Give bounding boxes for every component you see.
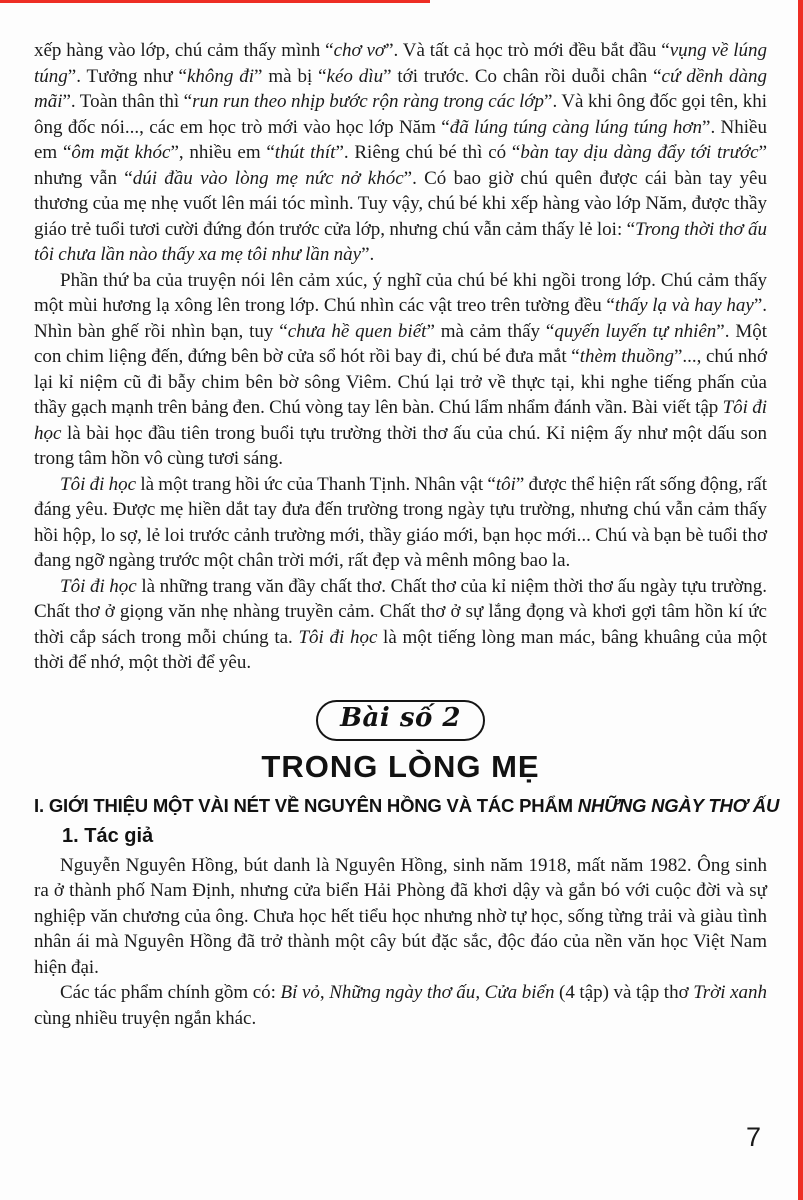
lesson-badge-label: Bài số 2	[340, 702, 461, 733]
section-heading-italic: NHỮNG NGÀY THƠ ẤU	[577, 794, 780, 816]
subsection-heading: 1. Tác giả	[62, 824, 154, 847]
page-edge-rule-right	[798, 0, 803, 1200]
author-paragraph-1: Nguyễn Nguyên Hồng, bút danh là Nguyên Hồng, sinh năm 1918, mất năm 1982. Ông sinh ra ở thành phố Nam Định, nhưng cửa biển Hải Phòng đã khơi dậy và gắn bó với cuộc đời và sự nghiệp văn chương của ông. Chưa học hết tiểu học nhưng nhờ tự học, sống từng trải và giàu tình nhân ái mà Nguyên Hồng đã trở thành một cây bút đặc sắc, độc đáo của nền văn học Việt Nam hiện đại.	[34, 854, 767, 978]
essay-paragraph-1: xếp hàng vào lớp, chú cảm thấy mình “chơ vơ”. Và tất cả học trò mới đều bắt đầu “vụng về lúng túng”. Tưởng như “không đi” mà bị “kéo dìu” tới trước. Co chân rồi duỗi chân “cứ dềnh dàng mãi”. Toàn thân thì “run run theo nhịp bước rộn ràng trong các lớp”. Và khi ông đốc gọi tên, khi ông đốc nói..., các em học trò mới vào học lớp Năm “đã lúng túng càng lúng túng hơn”. Nhiều em “ôm mặt khóc”, nhiều em “thút thít”. Riêng chú bé thì có “bàn tay dịu dàng đẩy tới trước” nhưng vẫn “dúi đầu vào lòng mẹ nức nở khóc”. Có bao giờ chú quên được cái bàn tay yêu thương của mẹ nhẹ vuốt lên mái tóc mình. Tuy vậy, chú bé khi xếp hàng vào lớp Năm, được thầy giáo trẻ tuổi tươi cười đứng đón trước cửa lớp, nhưng chú vẫn cảm thấy lẻ loi: “Trong thời thơ ấu tôi chưa lần nào thấy xa mẹ tôi như lần này”.	[34, 40, 768, 265]
lesson-badge-pill	[316, 700, 485, 741]
lesson-badge	[34, 700, 767, 741]
lesson-title: TRONG LÒNG MẸ	[261, 748, 540, 784]
page-edge-rule-top	[0, 0, 430, 3]
author-paragraph-2: Các tác phẩm chính gồm có: Bỉ vỏ, Những ngày thơ ấu, Cửa biển (4 tập) và tập thơ Trời xanh cùng nhiều truyện ngắn khác.	[34, 982, 768, 1029]
section-heading	[34, 794, 780, 817]
essay-paragraph-3: Tôi đi học là một trang hồi ức của Thanh Tịnh. Nhân vật “tôi” được thể hiện rất sống động, rất đáng yêu. Được mẹ hiền dắt tay đưa đến trường trong ngày tựu trường, nhưng chú vẫn cảm thấy hồi hộp, lo sợ, lẻ loi trước cảnh trường mới, thầy giáo mới, bạn học mới... Chú và bạn bè tuổi thơ đang ngỡ ngàng trước một chân trời mới, rất đẹp và mênh mông bao la.	[34, 473, 767, 571]
essay-paragraph-2: Phần thứ ba của truyện nói lên cảm xúc, ý nghĩ của chú bé khi ngồi trong lớp. Chú cảm thấy một mùi hương lạ xông lên trong lớp. Chú nhìn các vật treo trên tường đều “thấy lạ và hay hay”. Nhìn bàn ghế rồi nhìn bạn, tuy “chưa hề quen biết” mà cảm thấy “quyến luyến tự nhiên”. Một con chim liệng đến, đứng bên bờ cửa sổ hót rồi bay đi, chú bé đưa mắt “thèm thuồng”..., chú nhớ lại kỉ niệm cũ đi bẫy chim bên bờ sông Viêm. Chú lại trở về thực tại, khi nghe tiếng phấn của thầy gạch mạnh trên bảng đen. Chú vòng tay lên bàn. Chú lẩm nhẩm đánh vần. Bài viết tập Tôi đi học là bài học đầu tiên trong buổi tựu trường thời thơ ấu của chú. Kỉ niệm ấy như một dấu son trong tâm hồn vô cùng tươi sáng.	[34, 269, 767, 469]
essay-paragraph-4: Tôi đi học là những trang văn đầy chất thơ. Chất thơ của kỉ niệm thời thơ ấu ngày tựu trường. Chất thơ ở giọng văn nhẹ nhàng truyền cảm. Chất thơ ở sự lắng đọng và khơi gợi tâm hồn kí ức thời cắp sách trong mỗi chúng ta. Tôi đi học là một tiếng lòng man mác, bâng khuâng của một thời để nhớ, một thời để yêu.	[34, 575, 768, 673]
page-number: 7	[745, 1122, 761, 1152]
section-heading-text: I. GIỚI THIỆU MỘT VÀI NÉT VỀ NGUYÊN HỒNG VÀ TÁC PHẨM	[34, 794, 578, 816]
